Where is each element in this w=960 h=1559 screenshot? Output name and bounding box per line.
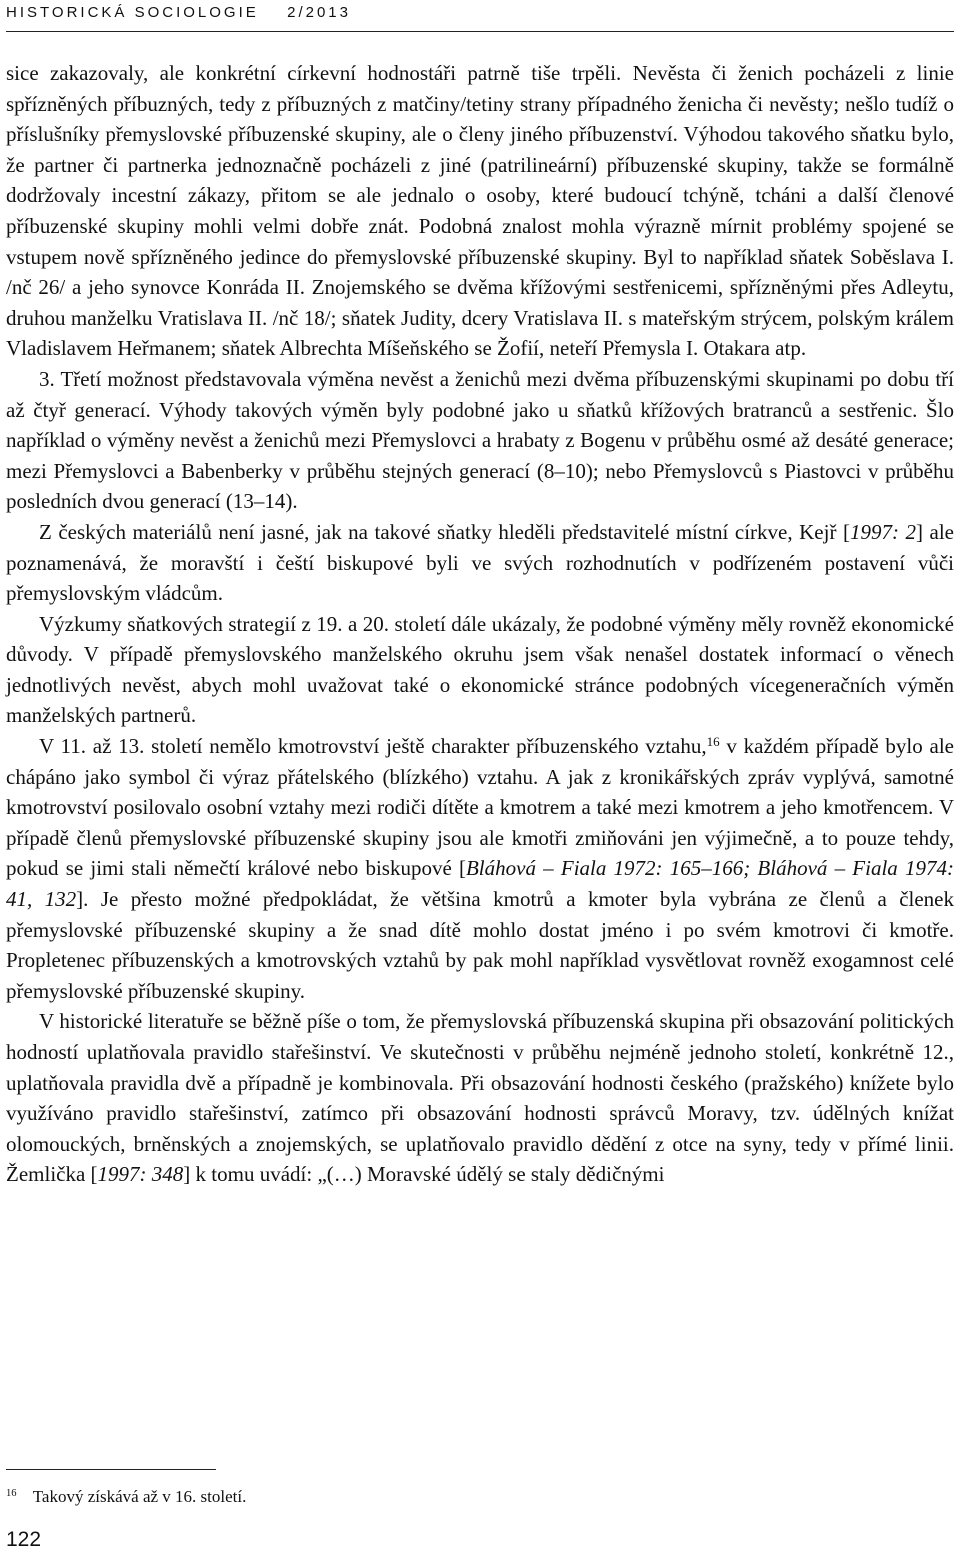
text-run: Výzkumy sňatkových strategií z 19. a 20. století dále ukázaly, že podobné výměny měly rovněž ekonomické důvody. V případě přemyslovského manželského okruhu jsem však nenašel dostatek informací o věnech jednotlivých nevěst, abych mohl uvažovat také o ekonomické stránce podobných vícegeneračních výměn manželských partnerů. <box>6 611 954 728</box>
journal-title: HISTORICKÁ SOCIOLOGIE <box>6 4 259 21</box>
footnote-rule <box>6 1469 216 1470</box>
page-number: 122 <box>6 1528 42 1551</box>
citation: Bláhová – Fiala 1972: 165–166; Bláhová – Fiala 1974: 41, 132 <box>6 856 954 912</box>
paragraph <box>6 609 954 731</box>
citation: 1997: 348 <box>97 1162 184 1187</box>
citation: 1997: 2 <box>849 519 916 544</box>
text-run: V historické literatuře se běžně píše o tom, že přemyslovská příbuzenská skupina při obsazování politických hodností uplatňovala pravidlo stařešinství. Ve skutečnosti v průběhu nejméně jednoho století, konkrétně 12., uplatňovala pravidla dvě a případně je kombinovala. Při obsazování hodnosti českého (pražského) knížete bylo využíváno pravidlo stařešinství, zatímco při obsazování hodnosti správců Moravy, tzv. údělných knížat olomouckých, brněnských a znojemských, se uplatňovalo pravidlo dědění z otce na syny, tedy v přímé linii. Žemlička [ <box>6 1009 954 1187</box>
running-head <box>6 4 954 21</box>
footnote <box>6 1487 954 1507</box>
issue-number: 2/2013 <box>287 4 351 21</box>
header-rule <box>6 31 954 32</box>
text-run: sice zakazovaly, ale konkrétní církevní hodnostáři patrně tiše trpěli. Nevěsta či ženich pocházeli z linie spřízněných příbuzných, tedy z příbuzných z matčiny/tetiny strany případného ženicha či nevěsty; nešlo tudíž o příslušníky přemyslovské příbuzenské skupiny, ale o členy jiného příbuzenství. Výhodou takového sňatku bylo, že partner či partnerka jednoznačně pocházeli z jiné (patrilineární) příbuzenské skupiny, takže se formálně dodržovaly incestní zákazy, přitom se ale jednalo o osoby, které budoucí tchýně, tcháni a další členové příbuzenské skupiny mohli velmi dobře znát. Podobná znalost mohla výrazně mírnit problémy spojené se vstupem nově spřízněného jedince do přemyslovské příbuzenské skupiny. Byl to například sňatek Soběslava I. /nč 26/ a jeho synovce Konráda II. Znojemského se dvěma křížovými sestřenicemi, spřízněnými přes Adleytu, druhou manželku Vratislava II. /nč 18/; sňatek Judity, dcery Vratislava II. s mateřským strýcem, polským králem Vladislavem Heřmanem; sňatek Albrechta Míšeňského se Žofií, neteří Přemysla I. Otakara atp. <box>6 61 954 361</box>
text-run: ] ale poznamenává, že moravští i čeští biskupové byli ve svých rozhodnutích v podřízeném postavení vůči přemyslovským vládcům. <box>6 519 954 606</box>
paragraph <box>6 58 954 364</box>
paragraph <box>6 731 954 1006</box>
paragraph <box>6 517 954 609</box>
footnote-number: 16 <box>6 1488 17 1500</box>
text-run: ]. Je přesto možné předpokládat, že většina kmotrů a kmoter byla vybrána ze členů a členek přemyslovské příbuzenské skupiny a že snad dítě mohlo dostat jméno i po svém kmotrovi či kmotře. Propletenec příbuzenských a kmotrovských vztahů by pak mohl například vysvětlovat rovněž exogamnost celé přemyslovské příbuzenské skupiny. <box>6 887 954 1003</box>
text-run: Z českých materiálů není jasné, jak na takové sňatky hleděli představitelé místní církve, Kejř [ <box>39 519 850 544</box>
body-text <box>6 58 954 1190</box>
footnote-text: Takový získává až v 16. století. <box>32 1487 247 1506</box>
paragraph <box>6 1006 954 1190</box>
text-run: 3. Třetí možnost představovala výměna nevěst a ženichů mezi dvěma příbuzenskými skupinami po dobu tří až čtyř generací. Výhody takových výměn byly podobné jako u sňatků křížových bratranců a sestřenic. Šlo například o výměny nevěst a ženichů mezi Přemyslovci a hrabaty z Bogenu v průběhu osmé až desáté generace; mezi Přemyslovci a Babenberky v průběhu stejných generací (8–10); nebo Přemyslovců s Piastovci v průběhu posledních dvou generací (13–14). <box>6 366 954 514</box>
text-run: v každém případě bylo ale chápáno jako symbol či výraz přátelského (blízkého) vztahu. A jak z kronikářských zpráv vyplývá, samotné kmotrovství posilovalo osobní vztahy mezi rodiči dítěte a kmotrem a také mezi kmotrem a jeho kmotřencem. V případě členů přemyslovské příbuzenské skupiny jsou ale kmotři zmiňováni jen výjimečně, a to pouze tehdy, pokud se jimi stali němečtí králové nebo biskupové [ <box>6 734 954 881</box>
text-run: V 11. až 13. století nemělo kmotrovství ještě charakter příbuzenského vztahu, <box>39 734 707 759</box>
footnote-ref: 16 <box>706 733 720 749</box>
paragraph <box>6 364 954 517</box>
text-run: ] k tomu uvádí: „(…) Moravské údělý se staly dědičnými <box>183 1162 665 1187</box>
